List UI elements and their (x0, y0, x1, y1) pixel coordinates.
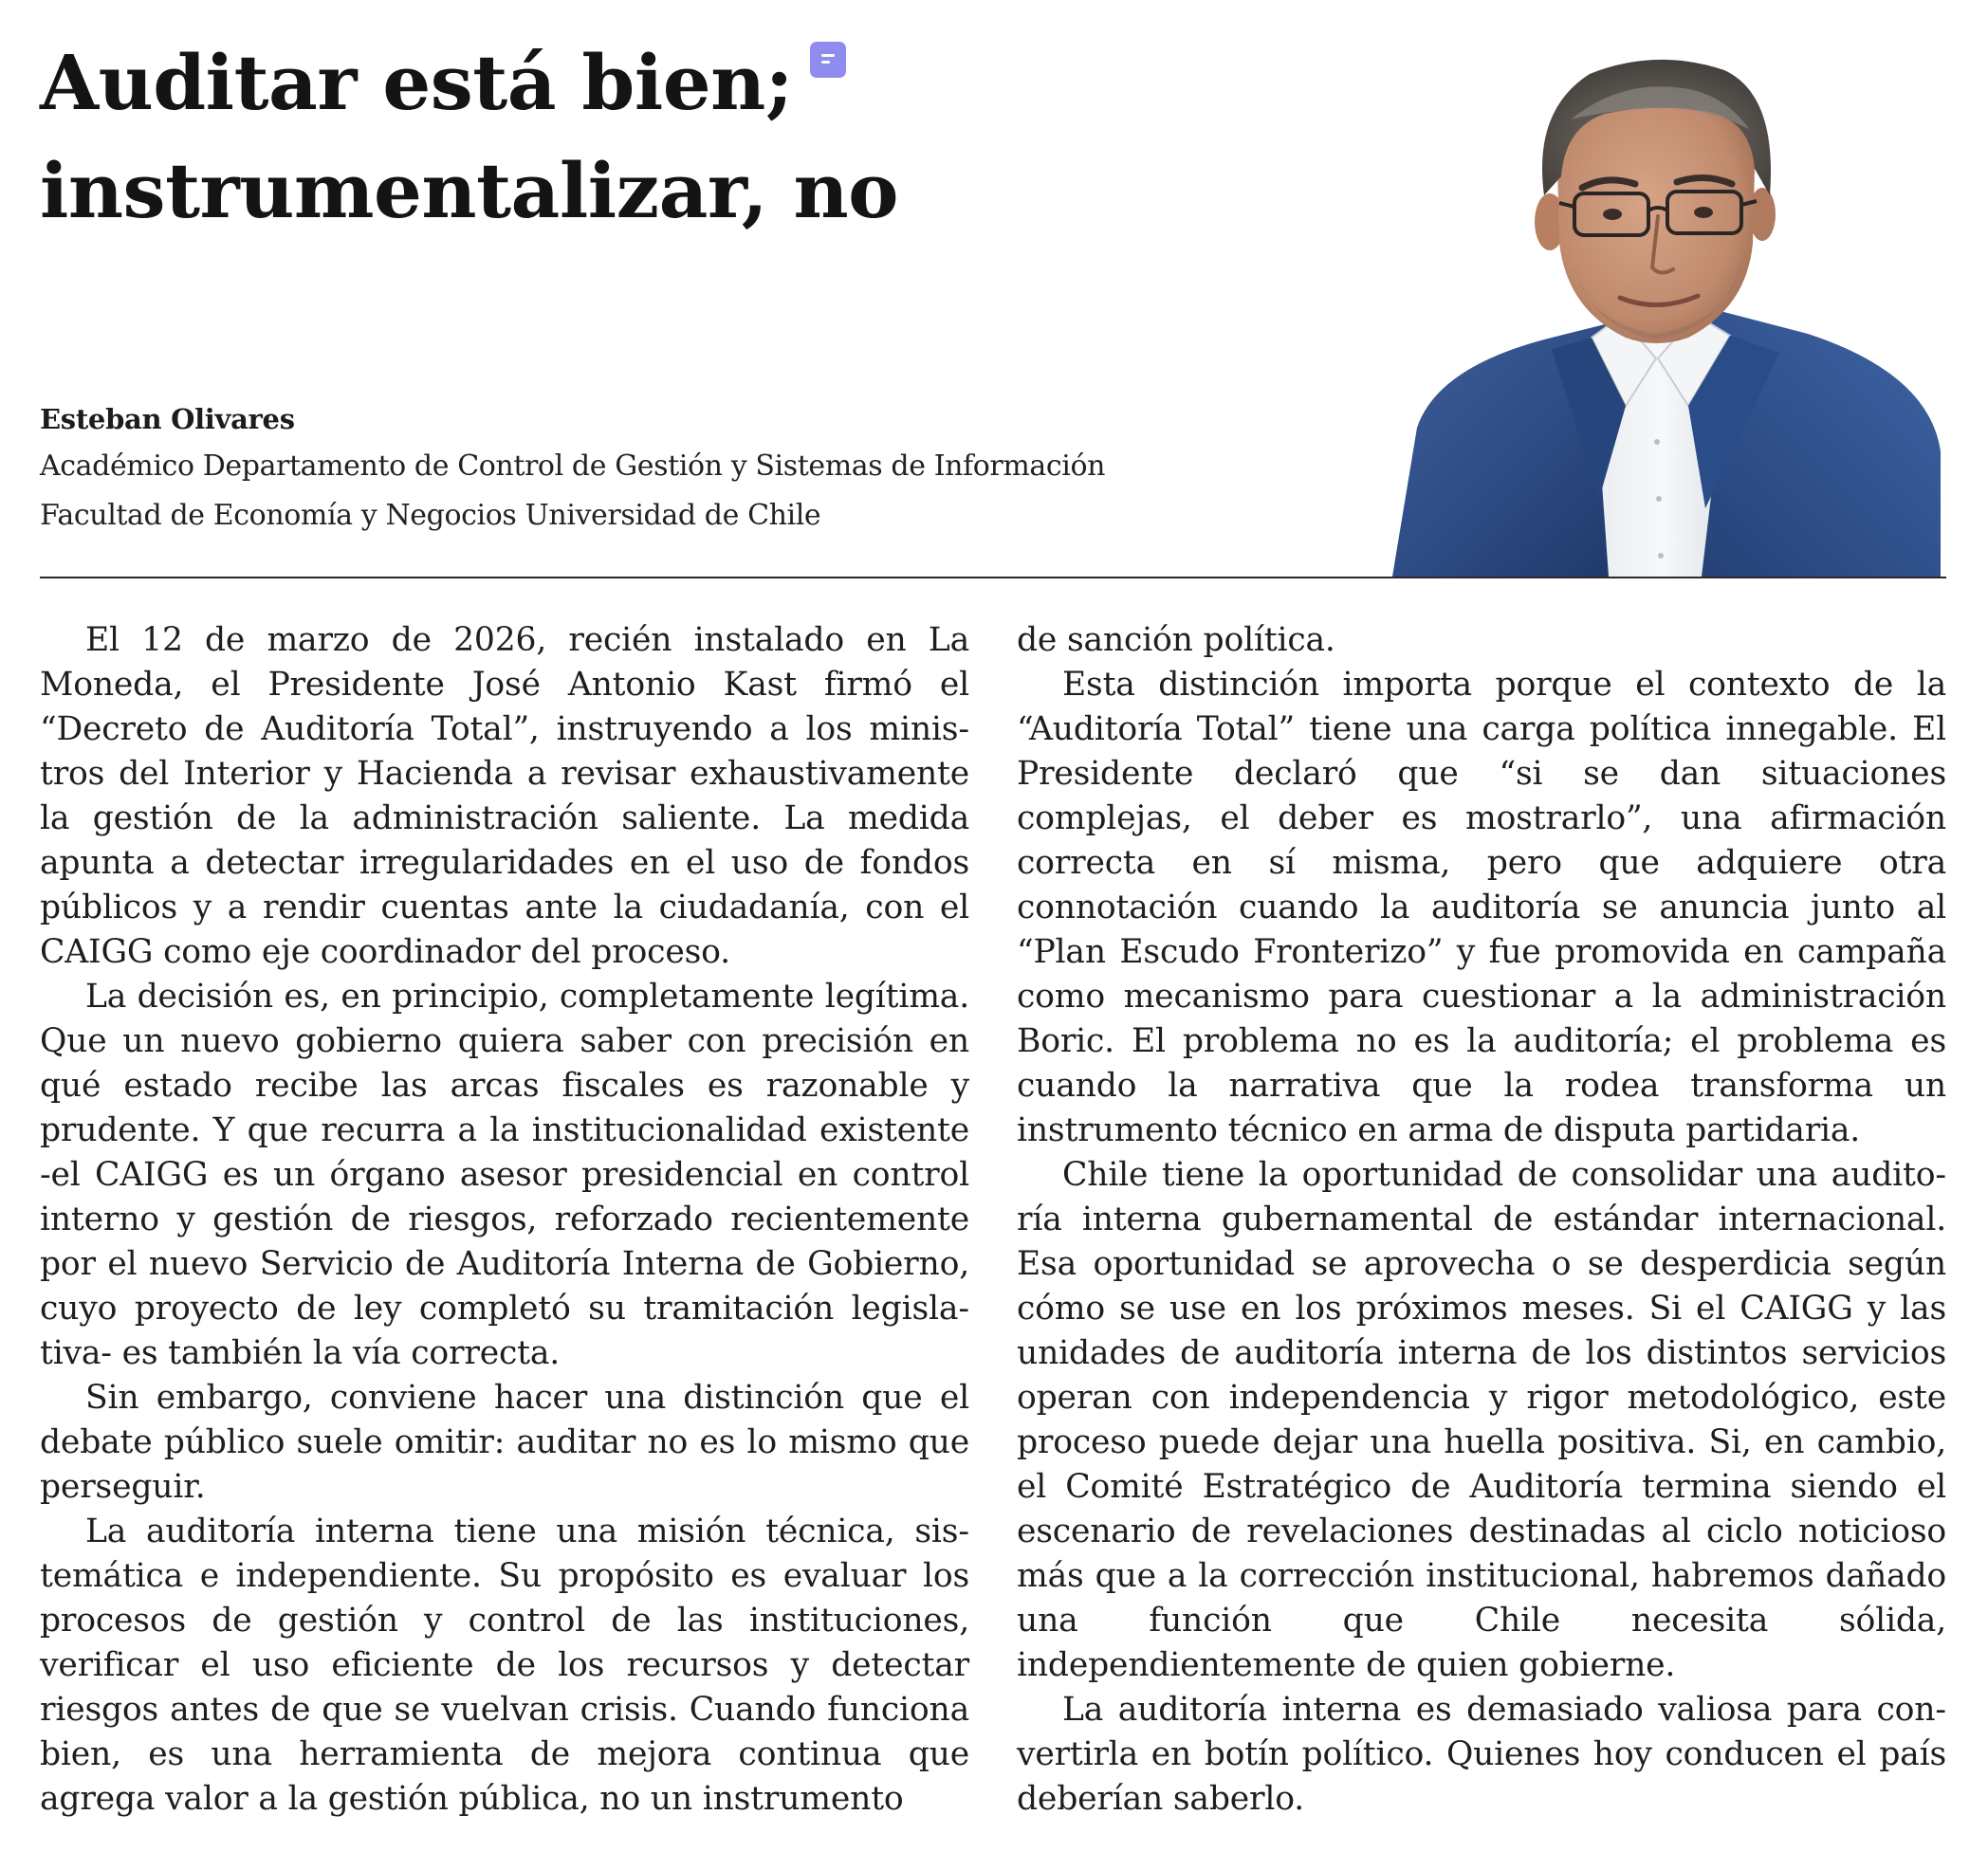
author-name: Esteban Olivares (40, 403, 295, 435)
author-portrait (1371, 53, 1941, 577)
section-divider (40, 577, 1946, 578)
author-affiliation-line-2: Facultad de Economía y Negocios Universidad de Chile (40, 499, 821, 532)
body-paragraph: Sin embargo, conviene hacer una distinción que el debate público suele omitir: auditar no es lo mismo que perseguir. (40, 1379, 969, 1506)
author-affiliation-line-1: Académico Departamento de Control de Gestión y Sistemas de Información (40, 449, 1106, 483)
headline (40, 28, 1273, 245)
body-column-right (1017, 618, 1946, 1822)
author-portrait-illustration (1371, 53, 1941, 577)
headline-line-1-text: Auditar está bien; (40, 38, 793, 127)
body-paragraph: Chile tiene la oportunidad de consolidar una auditoría interna gubernamental de estándar internacional. Esa oportunidad se aprovecha o se desperdicia según cómo se use en los próximos meses. Si el CAIGG y las unidades de auditoría interna de los distintos servicios operan con independencia y rigor metodológico, este proceso puede dejar una huella positiva. Si, en cambio, el Comité Estratégico de Auditoría termina siendo el escenario de revelaciones destinadas al ciclo noticioso más que a la corrección institucional, habremos dañado una función que Chile necesita sólida, independientemente de quien gobierne. (1017, 1156, 1946, 1684)
body-paragraph: La auditoría interna es demasiado valiosa para convertirla en botín político. Quienes hoy conducen el país deberían saberlo. (1017, 1691, 1946, 1818)
byline (40, 396, 1368, 541)
body-paragraph: Esta distinción importa porque el contexto de la “Auditoría Total” tiene una carga política innegable. El Presidente declaró que “si se dan situaciones complejas, el deber es mostrarlo”, una afirmación correcta en sí misma, pero que adquiere otra connotación cuando la auditoría se anuncia junto al “Plan Escudo Fronterizo” y fue promovida en campaña como mecanismo para cuestionar a la administración Boric. El problema no es la auditoría; el problema es cuando la narrativa que la rodea transforma un instrumento técnico en arma de disputa partidaria. (1017, 666, 1946, 1149)
comment-note-icon[interactable] (810, 42, 846, 78)
body-paragraph: La auditoría interna tiene una misión técnica, sistemática e independiente. Su propósito es evaluar los procesos de gestión y control de las instituciones, verificar el uso eficiente de los recursos y detectar riesgos antes de que se vuelvan crisis. Cuando funciona bien, es una herramienta de mejora continua que agrega valor a la gestión pública, no un instrumento (40, 1512, 969, 1818)
body-paragraph-continuation: de sanción política. (1017, 621, 1335, 659)
headline-line-1 (40, 28, 1273, 137)
body-paragraph: La decisión es, en principio, completamente legítima. Que un nuevo gobierno quiera saber con precisión en qué estado recibe las arcas fiscales es razonable y prudente. Y que recurra a la institucionalidad existente -el CAIGG es un órgano asesor presidencial en control interno y gestión de riesgos, reforzado recientemente por el nuevo Servicio de Auditoría Interna de Gobierno, cuyo proyecto de ley completó su tramitación legislativa- es también la vía correcta. (40, 978, 969, 1372)
body-paragraph: El 12 de marzo de 2026, recién instalado en La Moneda, el Presidente José Antonio Kast firmó el “Decreto de Auditoría Total”, instruyendo a los ministros del Interior y Hacienda a revisar exhaustivamente la gestión de la administración saliente. La medida apunta a detectar irregularidades en el uso de fondos públicos y a rendir cuentas ante la ciudadanía, con el CAIGG como eje coordinador del proceso. (40, 621, 969, 971)
headline-line-2: instrumentalizar, no (40, 146, 898, 235)
body-column-left (40, 618, 969, 1822)
